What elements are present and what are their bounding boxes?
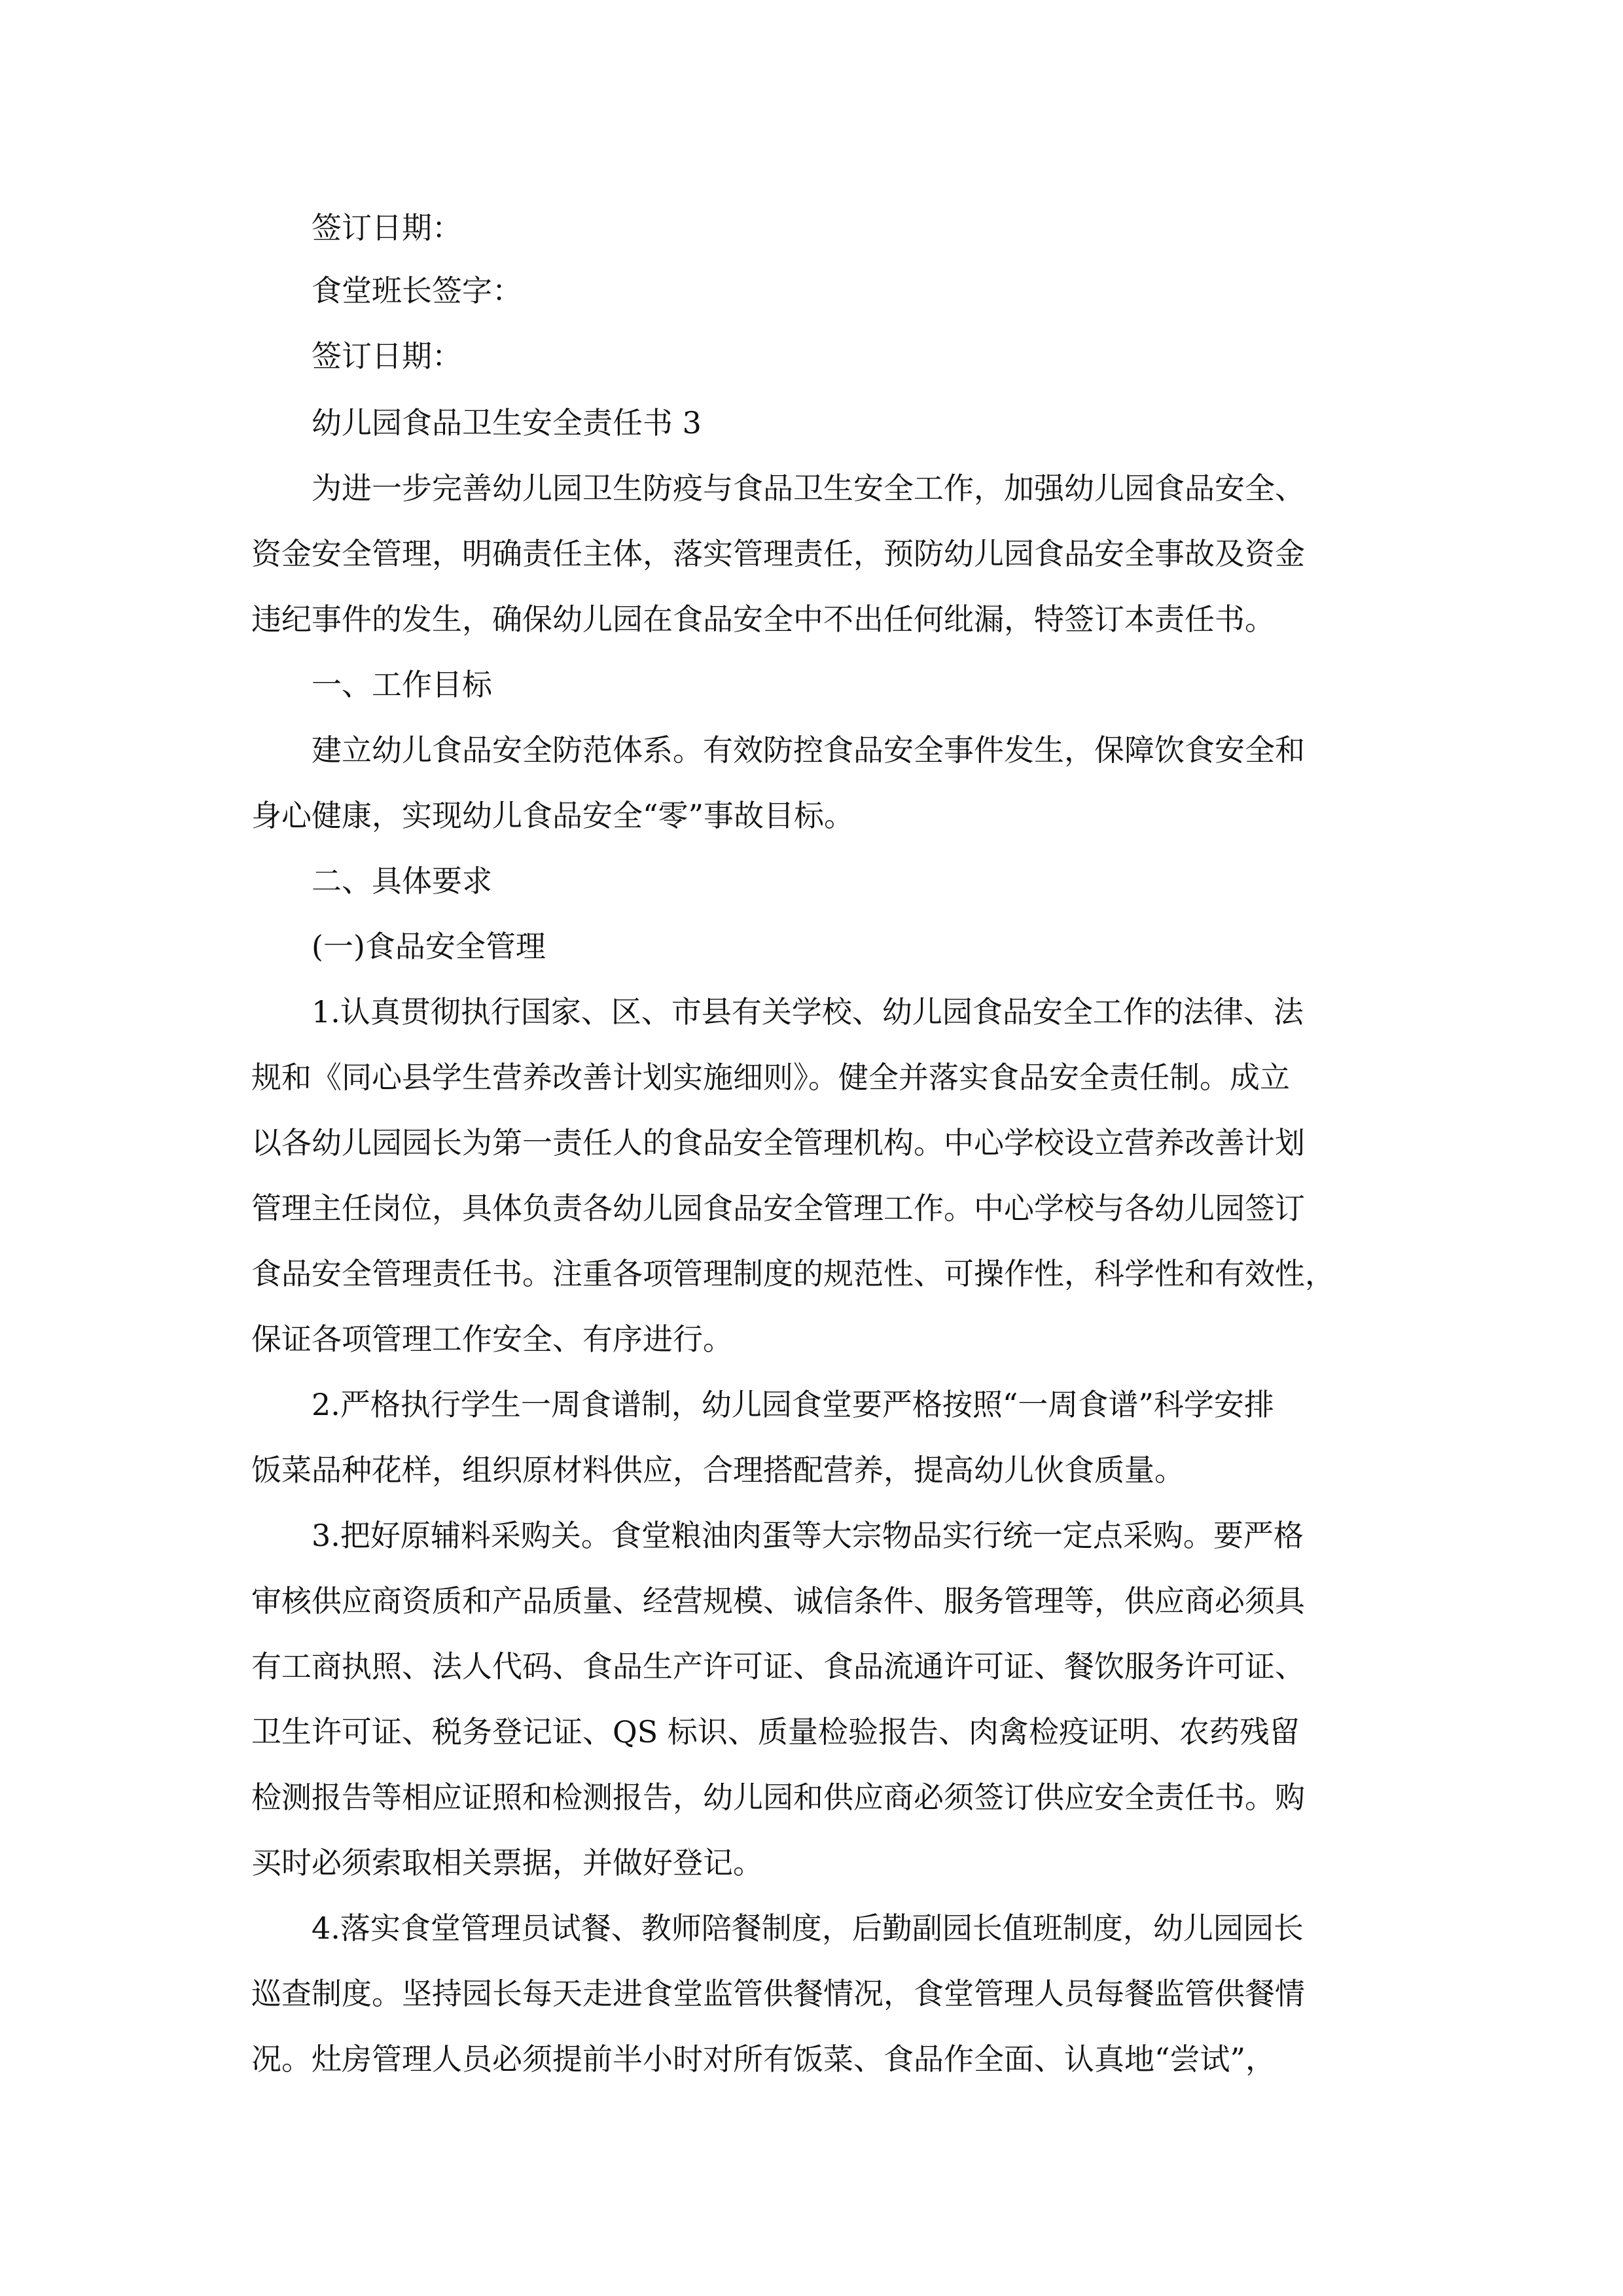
signing-date-label-1: 签订日期： [312,210,462,245]
paragraph-line: 管理主任岗位，具体负责各幼儿园食品安全管理工作。中心学校与各幼儿园签订 [251,1191,1305,1226]
paragraph-line: 卫生许可证、税务登记证、QS 标识、质量检验报告、肉禽检疫证明、农药残留 [251,1714,1300,1749]
paragraph-line: 身心健康，实现幼儿食品安全“零”事故目标。 [251,798,855,833]
heading-specific-requirements: 二、具体要求 [312,863,492,899]
paragraph-line: 3.把好原辅料采购关。食堂粮油肉蛋等大宗物品实行统一定点采购。要严格 [312,1518,1304,1553]
paragraph-line: 资金安全管理，明确责任主体，落实管理责任，预防幼儿园食品安全事故及资金 [251,536,1305,571]
paragraph-line: 巡查制度。坚持园长每天走进食堂监管供餐情况，食堂管理人员每餐监管供餐情 [251,1976,1305,2011]
paragraph-line: 保证各项管理工作安全、有序进行。 [251,1321,733,1357]
paragraph-line: 饭菜品种花样，组织原材料供应，合理搭配营养，提高幼儿伙食质量。 [251,1452,1185,1488]
paragraph-line: 建立幼儿食品安全防范体系。有效防控食品安全事件发生，保障饮食安全和 [312,732,1305,768]
paragraph-line: 2.严格执行学生一周食谱制，幼儿园食堂要严格按照“一周食谱”科学安排 [312,1387,1274,1422]
paragraph-line: 为进一步完善幼儿园卫生防疫与食品卫生安全工作，加强幼儿园食品安全、 [312,471,1305,506]
paragraph-line: 有工商执照、法人代码、食品生产许可证、食品流通许可证、餐饮服务许可证、 [251,1649,1305,1684]
paragraph-line: 以各幼儿园园长为第一责任人的食品安全管理机构。中心学校设立营养改善计划 [251,1125,1305,1160]
paragraph-line: 买时必须索取相关票据，并做好登记。 [251,1845,763,1880]
paragraph-line: 违纪事件的发生，确保幼儿园在食品安全中不出任何纰漏，特签订本责任书。 [251,601,1275,637]
paragraph-line: 检测报告等相应证照和检测报告，幼儿园和供应商必须签订供应安全责任书。购 [251,1780,1305,1815]
paragraph-line: 1.认真贯彻执行国家、区、市县有关学校、幼儿园食品安全工作的法律、法 [312,994,1304,1030]
canteen-leader-signature-label: 食堂班长签字： [312,273,522,308]
paragraph-line: 4.落实食堂管理员试餐、教师陪餐制度，后勤副园长值班制度，幼儿园园长 [312,1910,1304,1946]
paragraph-line: 况。灶房管理人员必须提前半小时对所有饭菜、食品作全面、认真地“尝试”， [251,2041,1276,2077]
paragraph-line: 规和《同心县学生营养改善计划实施细则》。健全并落实食品安全责任制。成立 [251,1060,1290,1095]
signing-date-label-2: 签订日期： [312,338,462,374]
subheading-food-safety-management: (一)食品安全管理 [312,929,546,964]
paragraph-line: 审核供应商资质和产品质量、经营规模、诚信条件、服务管理等，供应商必须具 [251,1583,1305,1619]
section-title: 幼儿园食品卫生安全责任书 3 [312,405,702,440]
paragraph-line: 食品安全管理责任书。注重各项管理制度的规范性、可操作性，科学性和有效性， [251,1256,1335,1291]
document-body [251,208,1390,2079]
heading-work-goals: 一、工作目标 [312,667,492,702]
